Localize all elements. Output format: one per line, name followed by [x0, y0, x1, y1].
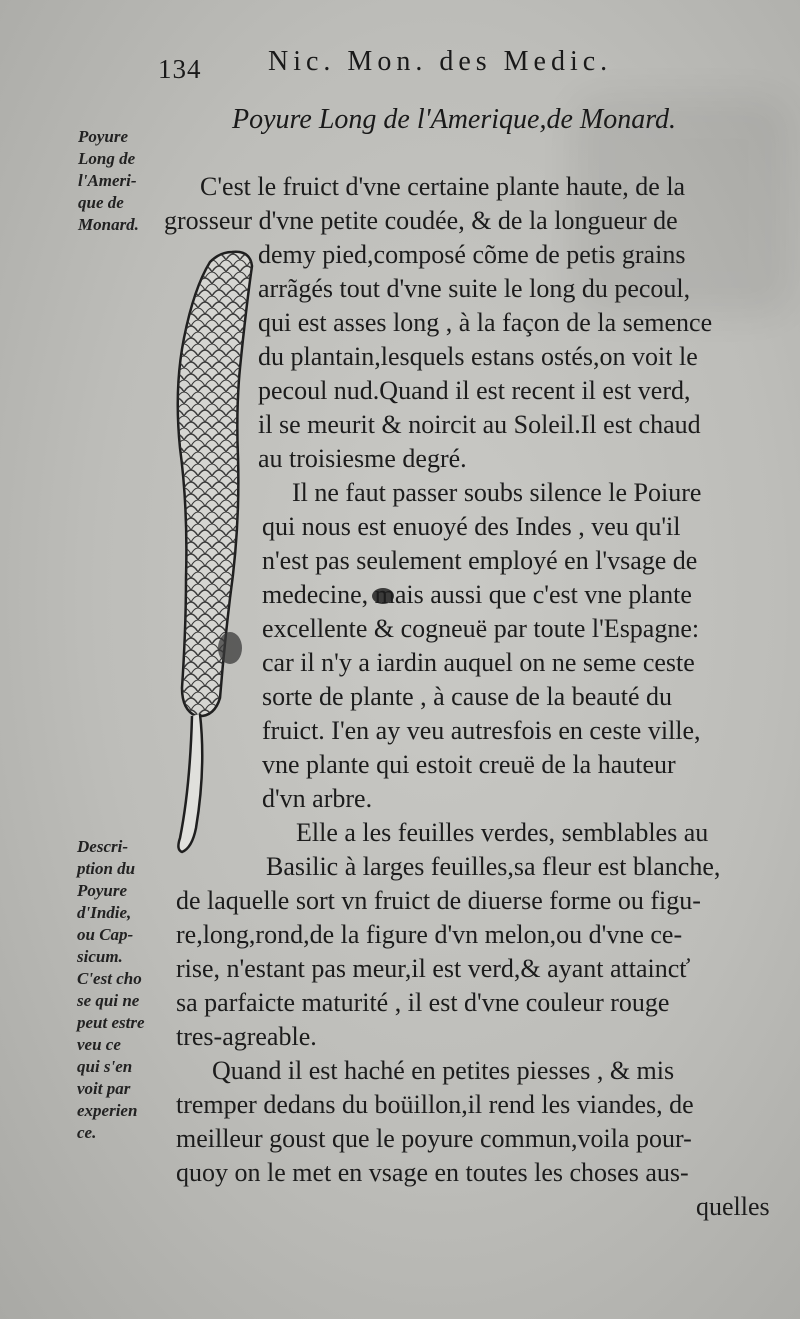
- body-line: vne plante qui estoit creuë de la hauteur: [262, 750, 676, 779]
- margin-note-line: Long de: [78, 149, 136, 168]
- body-line: quoy on le met en vsage en toutes les choses aus-: [176, 1158, 689, 1187]
- body-line: car il n'y a iardin auquel on ne seme ceste: [262, 648, 695, 677]
- body-line: il se meurit & noircit au Soleil.Il est chaud: [258, 410, 701, 439]
- body-line: demy pied,composé cõme de petis grains: [258, 240, 686, 269]
- body-line: medecine, mais aussi que c'est vne plante: [262, 580, 692, 609]
- body-line: excellente & cogneuë par toute l'Espagne:: [262, 614, 700, 643]
- page-header: [0, 42, 800, 82]
- body-line: Basilic à larges feuilles,sa fleur est blanche,: [266, 852, 721, 881]
- body-line: grosseur d'vne petite coudée, & de la longueur de: [164, 206, 678, 235]
- margin-note-line: voit par: [77, 1079, 131, 1098]
- body-line: sorte de plante , à cause de la beauté du: [262, 682, 673, 711]
- long-pepper-woodcut-icon: [170, 248, 260, 868]
- margin-note-capsicum: [77, 836, 172, 1144]
- margin-note-line: qui s'en: [77, 1057, 133, 1076]
- body-line: d'vn arbre.: [262, 784, 373, 813]
- margin-note-line: que de: [78, 193, 124, 212]
- body-line: sa parfaicte maturité , il est d'vne couleur rouge: [176, 988, 670, 1017]
- margin-note-line: Descri-: [77, 837, 128, 856]
- margin-note-line: peut estre: [77, 1013, 145, 1032]
- body-line: pecoul nud.Quand il est recent il est verd,: [258, 376, 691, 405]
- margin-note-line: experien: [77, 1101, 138, 1120]
- body-line: de laquelle sort vn fruict de diuerse forme ou figu-: [176, 886, 701, 915]
- margin-note-line: veu ce: [77, 1035, 121, 1054]
- body-line: Il ne faut passer soubs silence le Poiure: [292, 478, 702, 507]
- body-line: Quand il est haché en petites piesses , & mis: [212, 1056, 675, 1085]
- margin-note-line: ce.: [77, 1123, 97, 1142]
- body-line: tremper dedans du boüillon,il rend les viandes, de: [176, 1090, 694, 1119]
- margin-note-line: C'est cho: [77, 969, 142, 988]
- body-line: fruict. I'en ay veu autresfois en ceste ville,: [262, 716, 701, 745]
- page-number: 134: [158, 54, 202, 84]
- running-head: Nic. Mon. des Medic.: [268, 46, 613, 77]
- body-line: C'est le fruict d'vne certaine plante haute, de la: [200, 172, 686, 201]
- margin-note-line: d'Indie,: [77, 903, 132, 922]
- margin-note-line: sicum.: [77, 947, 123, 966]
- margin-note-line: ption du: [77, 859, 136, 878]
- body-line: du plantain,lesquels estans ostés,on voit le: [258, 342, 698, 371]
- body-line: au troisiesme degré.: [258, 444, 467, 473]
- section-title: Poyure Long de l'Amerique,de Monard.: [232, 104, 677, 135]
- body-line: rise, n'estant pas meur,il est verd,& ayant attaincť: [176, 954, 691, 983]
- body-line: re,long,rond,de la figure d'vn melon,ou d'vne ce-: [176, 920, 683, 949]
- body-line: qui est asses long , à la façon de la semence: [258, 308, 713, 337]
- margin-note-line: Poyure: [77, 881, 128, 900]
- body-line: Elle a les feuilles verdes, semblables au: [296, 818, 709, 847]
- margin-note-line: Poyure: [78, 127, 129, 146]
- body-line: arrãgés tout d'vne suite le long du pecoul,: [258, 274, 691, 303]
- body-line: n'est pas seulement employé en l'vsage de: [262, 546, 698, 575]
- margin-note-long-pepper: [78, 126, 170, 236]
- margin-note-line: Monard.: [78, 215, 139, 234]
- margin-note-line: ou Cap-: [77, 925, 134, 944]
- body-line: meilleur goust que le poyure commun,voila pour-: [176, 1124, 692, 1153]
- catchword: quelles: [696, 1192, 770, 1221]
- margin-note-line: se qui ne: [77, 991, 140, 1010]
- body-line: tres-agreable.: [176, 1022, 317, 1051]
- body-line: qui nous est enuoyé des Indes , veu qu'il: [262, 512, 681, 541]
- margin-note-line: l'Ameri-: [78, 171, 137, 190]
